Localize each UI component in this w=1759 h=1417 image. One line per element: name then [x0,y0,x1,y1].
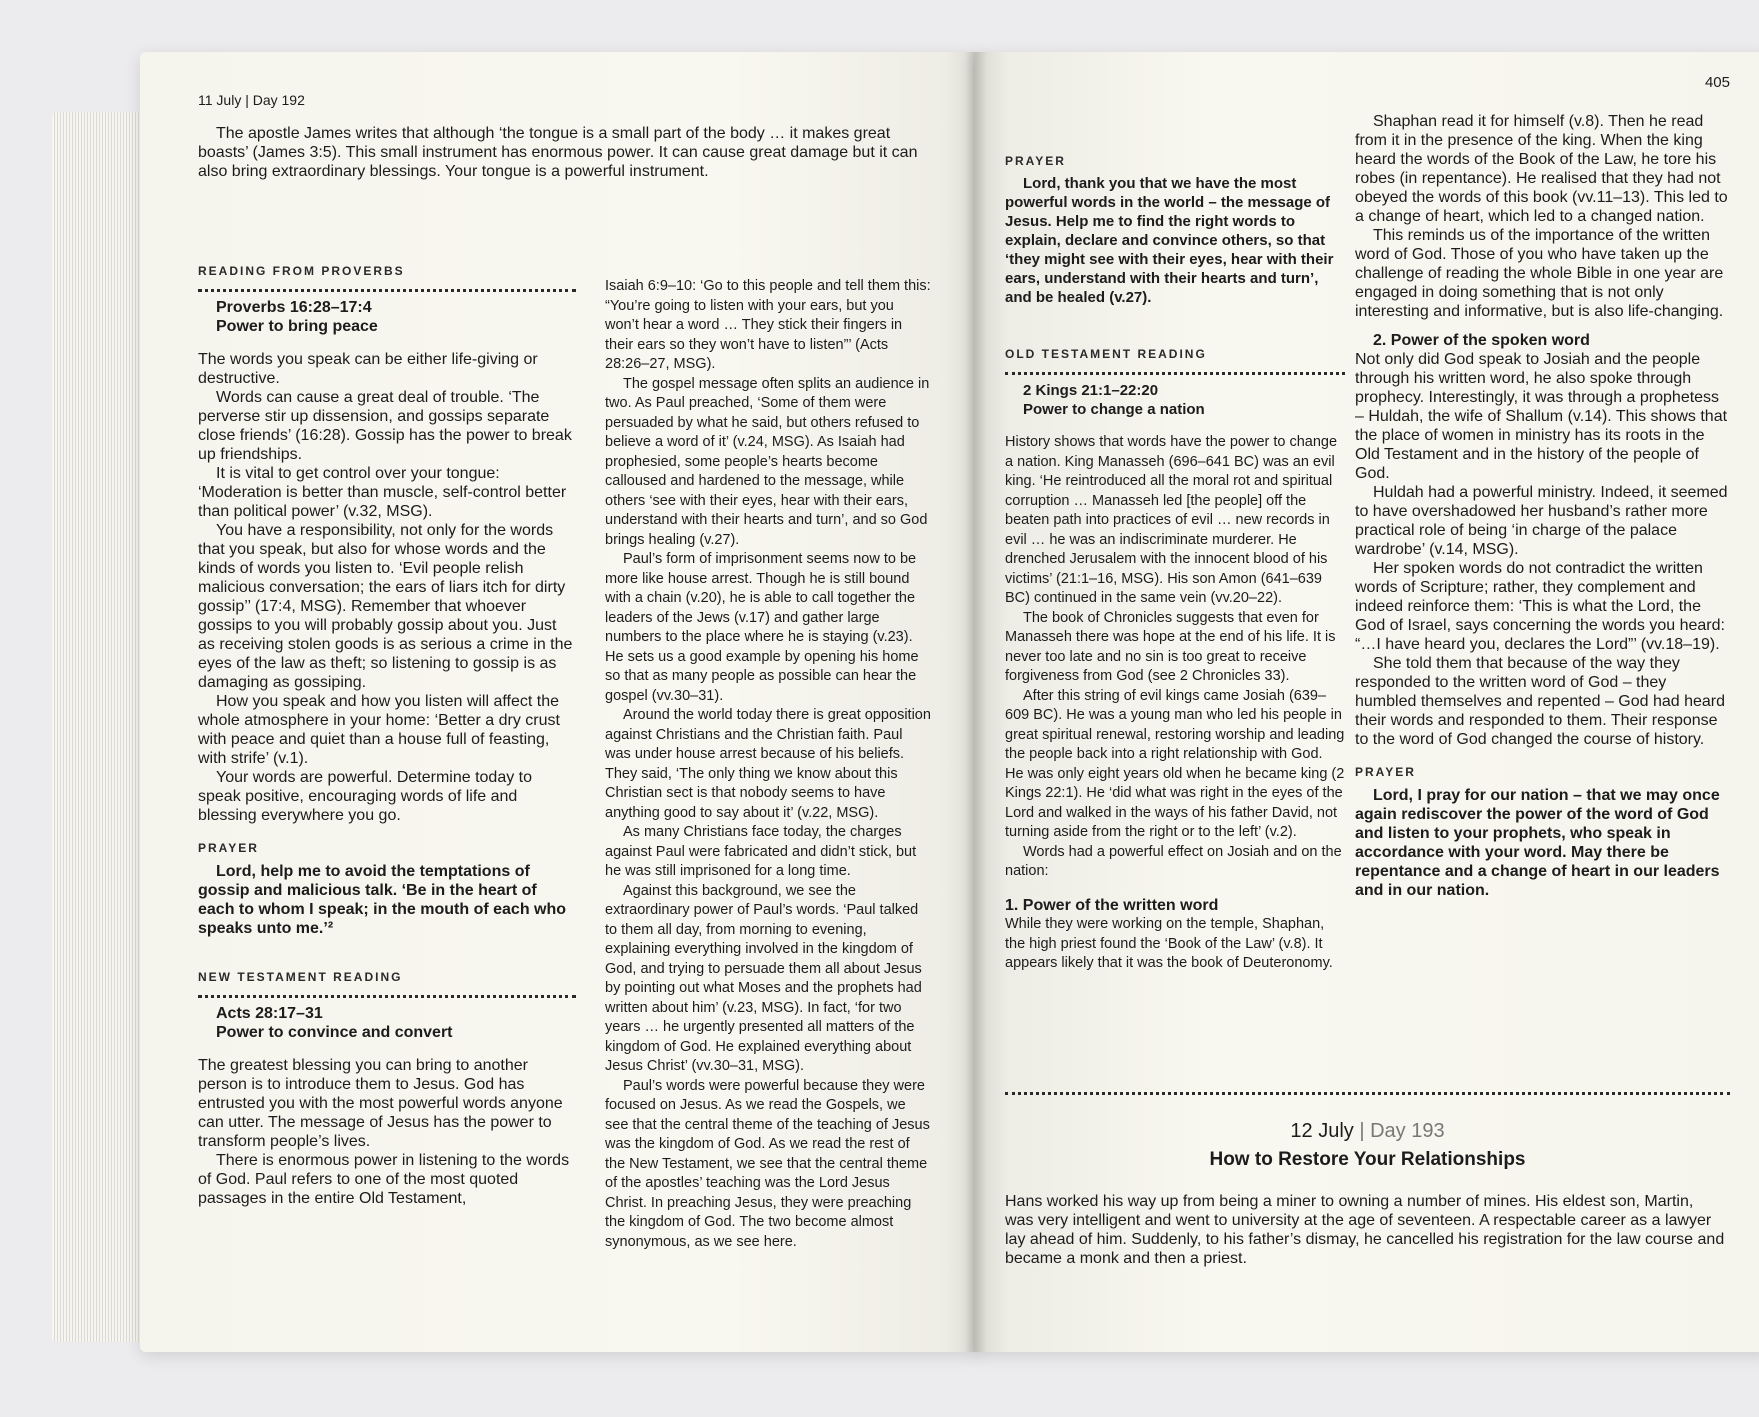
dotted-rule-section-break [1005,1092,1730,1095]
right-page [975,52,1759,1352]
paragraph: Paul’s form of imprisonment seems now to be more like house arrest. Though he is still bound with a chain (v.20), he is able to call together the leaders of the Jews (v.17) and gather large numbers to the place where he is staying (v.23). He sets us a good example by opening his home so that as many people as possible can hear the gospel (vv.30–31). [605,551,919,704]
right-column-1 [1005,152,1345,974]
next-day-date: 12 July [1290,1120,1354,1142]
book-gutter [965,52,987,1352]
paragraph: Paul’s words were powerful because they were focused on Jesus. As we read the Gospels, we see that the central theme of the teaching of Jesus was the kingdom of God. As we read the rest of the New Testament, we see that the central theme of the apostles’ teaching was the Lord Jesus Christ. In preaching Jesus, they were preaching the kingdom of God. The two become almost synonymous, as we see here. [605,1077,930,1250]
paragraph: The greatest blessing you can bring to another person is to introduce them to Jesus. God has entrusted you with the most powerful words anyone can utter. The message of Jesus has the power to transform people’s lives. [198,1057,563,1150]
paragraph: She told them that because of the way they responded to the written word of God – they humbled themselves and repented – God had heard their words and responded to them. Their response to the word of God changed the course of history. [1355,655,1726,748]
paragraph: As many Christians face today, the charges against Paul were fabricated and didn’t stick, but he was still imprisoned for a long time. [605,824,917,879]
prayer-text: Lord, help me to avoid the temptations of gossip and malicious talk. ‘Be in the heart of each to whom I speak; in the mouth of each who speaks unto me.’² [198,863,567,937]
next-day-title: How to Restore Your Relationships [1209,1149,1526,1170]
proverbs-title: Power to bring peace [216,318,378,335]
dotted-rule [198,995,576,998]
next-day-number: Day 193 [1370,1120,1445,1142]
acts-title: Power to convince and convert [216,1024,453,1041]
proverbs-reference: Proverbs 16:28–17:4 [216,299,372,316]
paragraph: Isaiah 6:9–10: ‘Go to this people and tell them this: “You’re going to listen with your ears, but you won’t hear a word … They stick their fingers in their ears so they won’t have to listen”’ (Acts 28:26–27, MSG). [605,278,931,372]
next-day-intro: Hans worked his way up from being a miner to owning a number of mines. His eldest son, Martin, was very intelligent and went to university at the age of seventeen. A respectable career as a lawyer lay ahead of him. Suddenly, to his father’s dismay, he cancelled his registration for the law course and became a monk and then a priest. [1005,1193,1725,1267]
open-book [70,52,1730,1352]
kings-title: Power to change a nation [1023,401,1205,418]
paragraph: While they were working on the temple, Shaphan, the high priest found the ‘Book of the Law’ (v.8). It appears likely that it was the book of Deuteronomy. [1005,916,1333,971]
separator: | [1359,1120,1365,1142]
paragraph: Your words are powerful. Determine today to speak positive, encouraging words of life and blessing everywhere you go. [198,769,533,824]
paragraph: History shows that words have the power to change a nation. King Manasseh (696–641 BC) was an evil king. ‘He reintroduced all the moral rot and spiritual corruption … Manasseh led [the people] off the beaten path into practices of evil … new records in evil … he was an indiscriminate murderer. He drenched Jerusalem with the innocent blood of his victims’ (21:1–16, MSG). His son Amon (641–639 BC) continued in the same vein (vv.20–22). [1005,434,1338,606]
paragraph: There is enormous power in listening to the words of God. Paul refers to one of the most quoted passages in the entire Old Testament, [198,1152,570,1207]
paragraph: Huldah had a powerful ministry. Indeed, it seemed to have overshadowed her husband’s rather more practical role of being ‘in charge of the palace wardrobe’ (v.14, MSG). [1355,484,1728,558]
right-column-2 [1355,112,1730,900]
section-label-proverbs: READING FROM PROVERBS [198,264,405,278]
paragraph: Words can cause a great deal of trouble. ‘The perverse stir up dissension, and gossips separate close friends’ (16:28). Gossip has the power to break up friendships. [198,389,572,463]
dotted-rule [1005,372,1345,375]
page-number: 405 [1704,74,1730,91]
kings-reference: 2 Kings 21:1–22:20 [1023,382,1159,399]
paragraph: Her spoken words do not contradict the written words of Scripture; rather, they complement and indeed reinforce them: ‘This is what the Lord, the God of Israel, says concerning the words you heard: “…I have heard you, declares the Lord”’ (vv.18–19). [1355,560,1725,653]
prayer-label: PRAYER [1355,765,1416,779]
paragraph: This reminds us of the importance of the written word of God. Those of you who have taken up the challenge of reading the whole Bible in one year are engaged in doing something that is not only interesting and informative, but is also life-changing. [1355,227,1724,320]
running-header: 11 July | Day 192 [198,92,305,108]
subheading-spoken-word: 2. Power of the spoken word [1373,332,1590,349]
paragraph: Around the world today there is great opposition against Christians and the Christian faith. Paul was under house arrest because of his beliefs. They said, ‘The only thing we know about this Christian sect is that nobody seems to have anything good to say about it’ (v.22, MSG). [605,707,931,821]
paragraph: It is vital to get control over your tongue: ‘Moderation is better than muscle, self-control better than political power’ (v.32, MSG). [198,465,567,520]
section-label-ot: OLD TESTAMENT READING [1005,346,1207,361]
day-intro: The apostle James writes that although ‘the tongue is a small part of the body … it makes great boasts’ (James 3:5). This small instrument has enormous power. It can cause great damage but it can also bring extraordinary blessings. Your tongue is a powerful instrument. [198,125,918,180]
paragraph: Against this background, we see the extraordinary power of Paul’s words. ‘Paul talked to them all day, from morning to evening, explaining everything involved in the kingdom of God, and trying to persuade them all about Jesus by pointing out what Moses and the prophets had written about him’ (v.23, MSG). In fact, ‘for two years … he urgently presented all matters of the kingdom of God. He explained everything about Jesus Christ’ (vv.30–31, MSG). [605,882,922,1074]
dotted-rule [198,289,576,292]
prayer-label: PRAYER [198,841,259,855]
section-label-nt: NEW TESTAMENT READING [198,970,403,984]
left-column-2 [605,277,931,1252]
paragraph: The words you speak can be either life-giving or destructive. [198,351,538,387]
acts-reference: Acts 28:17–31 [216,1005,323,1022]
prayer-label: PRAYER [1005,154,1066,168]
paragraph: Shaphan read it for himself (v.8). Then he read from it in the presence of the king. When the king heard the words of the Book of the Law, he tore his robes (in repentance). He realised that they had not obeyed the words of this book (vv.11–13). This led to a change of heart, which led to a changed nation. [1355,113,1728,225]
paragraph: Not only did God speak to Josiah and the people through his written word, he also spoke through prophecy. Interestingly, it was through a prophetess – Huldah, the wife of Shallum (v.14). This shows that the place of women in ministry has its roots in the Old Testament and in the history of the people of God. [1355,351,1728,482]
paragraph: The gospel message often splits an audience in two. As Paul preached, ‘Some of them were persuaded by what he said, but others refused to believe a word of it’ (v.24, MSG). As Isaiah had prophesied, some people’s hearts become calloused and hardened to the message, while others ‘see with their eyes, hear with their ears, understand with their hearts and turn’, and so God brings healing (v.27). [605,375,930,548]
paragraph: How you speak and how you listen will affect the whole atmosphere in your home: ‘Better a dry crust with peace and quiet than a house full of feasting, with strife’ (v.1). [198,693,560,767]
paragraph: After this string of evil kings came Josiah (639–609 BC). He was a young man who led his people in great spiritual renewal, restoring worship and leading the people back into a right relationship with God. He was only eight years old when he became king (2 Kings 22:1). He ‘did what was right in the eyes of the Lord and walked in the ways of his father David, not turning aside from the right or to the left’ (v.2). [1005,687,1345,840]
left-column-1 [198,262,576,1208]
left-page [140,52,980,1352]
paragraph: You have a responsibility, not only for the words that you speak, but also for whose words and the kinds of words you listen to. ‘Evil people relish malicious conversation; the ears of liars itch for dirty gossip’’ (17:4, MSG). Remember that whoever gossips to you will probably gossip about you. Just as receiving stolen goods is as serious a crime in the eyes of the law as theft; so listening to gossip is as damaging as gossiping. [198,522,573,691]
subheading-written-word: 1. Power of the written word [1005,896,1219,914]
paragraph: The book of Chronicles suggests that even for Manasseh there was hope at the end of his life. It is never too late and no sin is too great to receive forgiveness from God (see 2 Chronicles 33). [1005,609,1336,684]
paragraph: Words had a powerful effect on Josiah and on the nation: [1005,843,1342,879]
prayer-text: Lord, I pray for our nation – that we may once again rediscover the power of the word of God and listen to your prophets, who speak in accordance with your word. May there be repentance and a change of heart in our leaders and in our nation. [1355,787,1720,899]
next-day-heading [1005,1120,1730,1171]
prayer-text: Lord, thank you that we have the most powerful words in the world – the message of Jesus. Help me to find the right words to explain, declare and convince others, so that ‘they might see with their eyes, hear with their ears, understand with their hearts and turn’, and be healed (v.27). [1005,174,1334,306]
